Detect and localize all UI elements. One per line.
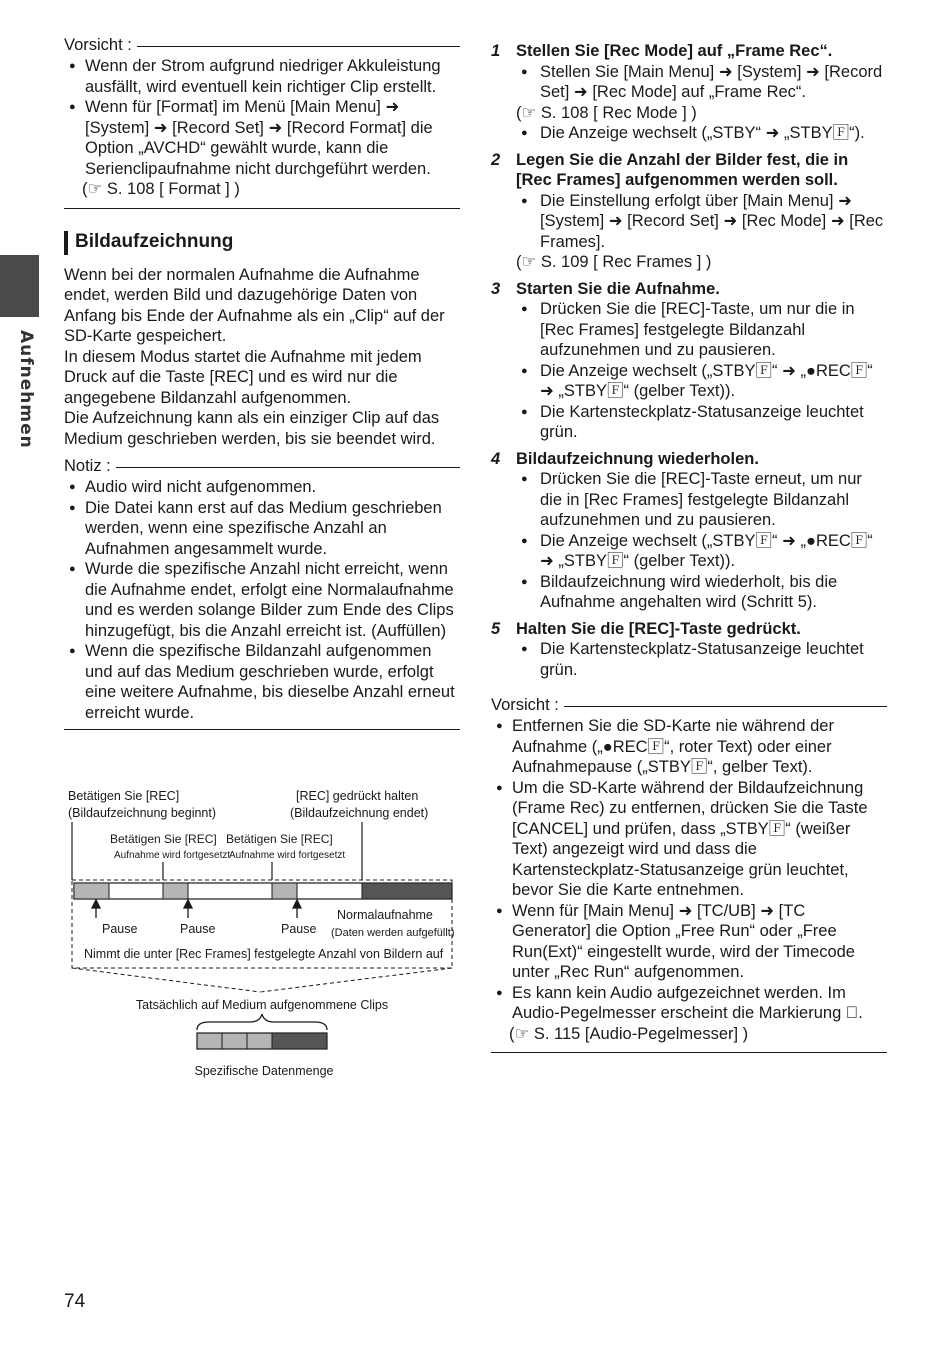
clip-bar-normal-part <box>272 1033 327 1049</box>
step-title: Starten Sie die Aufnahme. <box>516 279 720 298</box>
label-pause-1: Pause <box>102 922 138 936</box>
pause-arrow-head <box>92 900 100 908</box>
caution-reference[interactable]: (☞ S. 108 [ Format ] ) <box>82 180 240 198</box>
left-column <box>64 34 460 730</box>
caution-header <box>64 34 460 56</box>
clip-brace <box>197 1014 327 1030</box>
step-number: 4 <box>491 449 501 468</box>
step-1 <box>491 41 887 144</box>
timeline-segment-recorded <box>272 883 297 899</box>
note-item: ● Die Datei kann erst auf das Medium geschrieben werden, wenn eine spezifische Anzahl an Aufnahmen angesammelt wurde. <box>64 498 460 560</box>
caution-item: ● Wenn für [Format] im Menü [Main Menu] ➜ [System] ➜ [Record Set] ➜ [Record Format] die Option „AVCHD“ gewählt wurde, kann die Serienclipaufnahme nicht durchgeführt werden. <box>64 97 460 179</box>
caution-item: ● Es kann kein Audio aufgezeichnet werden. Im Audio-Pegelmesser erscheint die Markierung ⃠. <box>491 983 887 1024</box>
caution-closing-rule <box>491 1052 887 1053</box>
caution-item: ● Wenn der Strom aufgrund niedriger Akkuleistung ausfällt, wird eventuell kein richtiger Clip erstellt. <box>64 56 460 97</box>
note-closing-rule <box>64 729 460 730</box>
caution-rule <box>137 46 460 47</box>
funnel-line-right <box>260 968 452 992</box>
label-actual-clips: Tatsächlich auf Medium aufgenommene Clips <box>135 998 389 1012</box>
step-number: 1 <box>491 42 501 60</box>
section-paragraph: In diesem Modus startet die Aufnahme mit jedem Druck auf die Taste [REC] und es wird nur die angegebene Bildanzahl aufgenommen. <box>64 347 422 407</box>
timeline-segment-recorded <box>163 883 188 899</box>
step-item: ● Die Kartensteckplatz-Statusanzeige leuchtet grün. <box>516 402 887 443</box>
label-pause-3: Pause <box>281 922 317 936</box>
caution-closing-rule <box>64 208 460 209</box>
step-5 <box>491 619 887 681</box>
step-title: Halten Sie die [REC]-Taste gedrückt. <box>516 619 801 638</box>
step-number: 3 <box>491 279 501 298</box>
caution-list <box>491 716 887 1024</box>
step-items <box>516 123 887 144</box>
note-rule <box>116 467 460 468</box>
section-paragraph: Die Aufzeichnung kann als ein einziger Clip auf das Medium geschrieben werden, bis sie beendet wird. <box>64 409 440 448</box>
step-items <box>516 469 887 613</box>
step-item: ● Stellen Sie [Main Menu] ➜ [System] ➜ [Record Set] ➜ [Rec Mode] auf „Frame Rec“. <box>516 62 887 103</box>
step-reference[interactable]: (☞ S. 108 [ Rec Mode ] ) <box>516 103 697 122</box>
label-press-rec-b: Betätigen Sie [REC] <box>226 832 333 846</box>
label-rec-continues-a: Aufnahme wird fortgesetzt <box>114 850 231 861</box>
step-items <box>516 191 887 253</box>
label-pause-2: Pause <box>180 922 216 936</box>
label-hold-rec-sub: (Bildaufzeichnung endet) <box>290 806 429 820</box>
section-title: Bildaufzeichnung <box>75 231 234 253</box>
timeline-segment-recorded <box>74 883 109 899</box>
label-normal-rec: Normalaufnahme <box>337 908 433 922</box>
caution-label: Vorsicht : <box>64 35 132 54</box>
label-data-filled: (Daten werden aufgefüllt) <box>331 927 455 939</box>
step-item: ● Die Einstellung erfolgt über [Main Menu] ➜ [System] ➜ [Record Set] ➜ [Rec Mode] ➜ [Rec Frames]. <box>516 191 887 253</box>
right-column <box>491 38 887 1053</box>
step-4 <box>491 449 887 613</box>
section-paragraph: Wenn bei der normalen Aufnahme die Aufnahme endet, werden Bild und dazugehörige Daten von Anfang bis Ende der Aufnahme als ein „Clip“ auf der SD-Karte gespeichert. <box>64 265 445 345</box>
note-list <box>64 477 460 723</box>
note-item: ● Wurde die spezifische Anzahl nicht erreicht, wenn die Aufnahme endet, erfolgt eine Normalaufnahme und es werden solange Bilder zum Ende des Clips hinzugefügt, bis die Anzahl erreicht ist. (Auffüllen) <box>64 559 460 641</box>
step-title: Stellen Sie [Rec Mode] auf „Frame Rec“. <box>516 42 833 60</box>
step-number: 2 <box>491 150 501 169</box>
caution-item: ● Wenn für [Main Menu] ➜ [TC/UB] ➜ [TC Generator] die Option „Free Run“ oder „Free Run(Ext)“ eingestellt wurde, wird der Timecode unter „Rec Run“ aufgenommen. <box>491 901 887 983</box>
step-items <box>516 639 887 680</box>
frame-rec-timeline-diagram <box>64 780 460 1090</box>
caution-header <box>491 694 887 716</box>
caution-list <box>64 56 460 179</box>
step-number: 5 <box>491 619 501 638</box>
caution-reference[interactable]: (☞ S. 115 [Audio-Pegelmesser] ) <box>509 1024 749 1043</box>
label-press-rec-a: Betätigen Sie [REC] <box>110 832 217 846</box>
note-item: ● Audio wird nicht aufgenommen. <box>64 477 460 498</box>
page-number: 74 <box>64 1291 86 1312</box>
label-press-rec-start: Betätigen Sie [REC] <box>68 789 180 803</box>
step-item: ● Drücken Sie die [REC]-Taste erneut, um nur die in [Rec Frames] festgelegte Bildanzahl aufzunehmen und zu pausieren. <box>516 469 887 531</box>
pause-arrow-head <box>184 900 192 908</box>
label-specific-data-amount: Spezifische Datenmenge <box>194 1064 334 1078</box>
label-records-rec-frames: Nimmt die unter [Rec Frames] festgelegte Anzahl von Bildern auf <box>84 947 444 961</box>
step-item: ● Bildaufzeichnung wird wiederholt, bis die Aufnahme angehalten wird (Schritt 5). <box>516 572 887 613</box>
section-heading <box>64 231 460 255</box>
step-title: Legen Sie die Anzahl der Bilder fest, die in [Rec Frames] aufgenommen werden soll. <box>516 150 849 189</box>
step-item: ● Die Anzeige wechselt („STBY🄵“ ➜ „●REC🄵“ ➜ „STBY🄵“ (gelber Text)). <box>516 531 887 572</box>
section-body <box>64 265 460 450</box>
step-items <box>516 299 887 443</box>
note-label: Notiz : <box>64 456 111 475</box>
step-item: ● Die Anzeige wechselt („STBY“ ➜ „STBY🄵“). <box>516 123 887 144</box>
step-item: ● Die Anzeige wechselt („STBY🄵“ ➜ „●REC🄵“ ➜ „STBY🄵“ (gelber Text)). <box>516 361 887 402</box>
caution-item: ● Entfernen Sie die SD-Karte nie während der Aufnahme („●REC🄵“, roter Text) oder einer Aufnahmepause („STBY🄵“, gelber Text). <box>491 716 887 778</box>
step-3 <box>491 279 887 443</box>
caution-label: Vorsicht : <box>491 695 559 714</box>
step-2 <box>491 150 887 273</box>
step-reference[interactable]: (☞ S. 109 [ Rec Frames ] ) <box>516 253 712 271</box>
step-item: ● Drücken Sie die [REC]-Taste, um nur die in [Rec Frames] festgelegte Bildanzahl aufzunehmen und zu pausieren. <box>516 299 887 361</box>
note-header <box>64 455 460 477</box>
section-heading-bar <box>64 231 68 255</box>
caution-item: ● Um die SD-Karte während der Bildaufzeichnung (Frame Rec) zu entfernen, drücken Sie die Taste [CANCEL] und prüfen, dass „STBY🄵“ (weißer Text) angezeigt wird und dass die Kartensteckplatz-Statusanzeige grün leuchtet, bevor Sie die Karte entnehmen. <box>491 778 887 901</box>
pause-arrow-head <box>293 900 301 908</box>
label-rec-continues-b: Aufnahme wird fortgesetzt <box>229 850 346 861</box>
step-title: Bildaufzeichnung wiederholen. <box>516 449 759 468</box>
note-item: ● Wenn die spezifische Bildanzahl aufgenommen und auf das Medium geschrieben wurde, erfolgt eine weitere Aufnahme, bis dieselbe Anzahl erneut erreicht wurde. <box>64 641 460 723</box>
chapter-tab <box>0 255 39 317</box>
label-hold-rec: [REC] gedrückt halten <box>296 789 419 803</box>
step-item: ● Die Kartensteckplatz-Statusanzeige leuchtet grün. <box>516 639 887 680</box>
caution-rule <box>564 706 887 707</box>
chapter-tab-label: Aufnehmen <box>16 330 36 449</box>
step-items <box>516 62 887 103</box>
timeline-segment-normal-rec <box>362 883 452 899</box>
label-press-rec-start-sub: (Bildaufzeichnung beginnt) <box>68 806 217 820</box>
funnel-line-left <box>72 968 260 992</box>
